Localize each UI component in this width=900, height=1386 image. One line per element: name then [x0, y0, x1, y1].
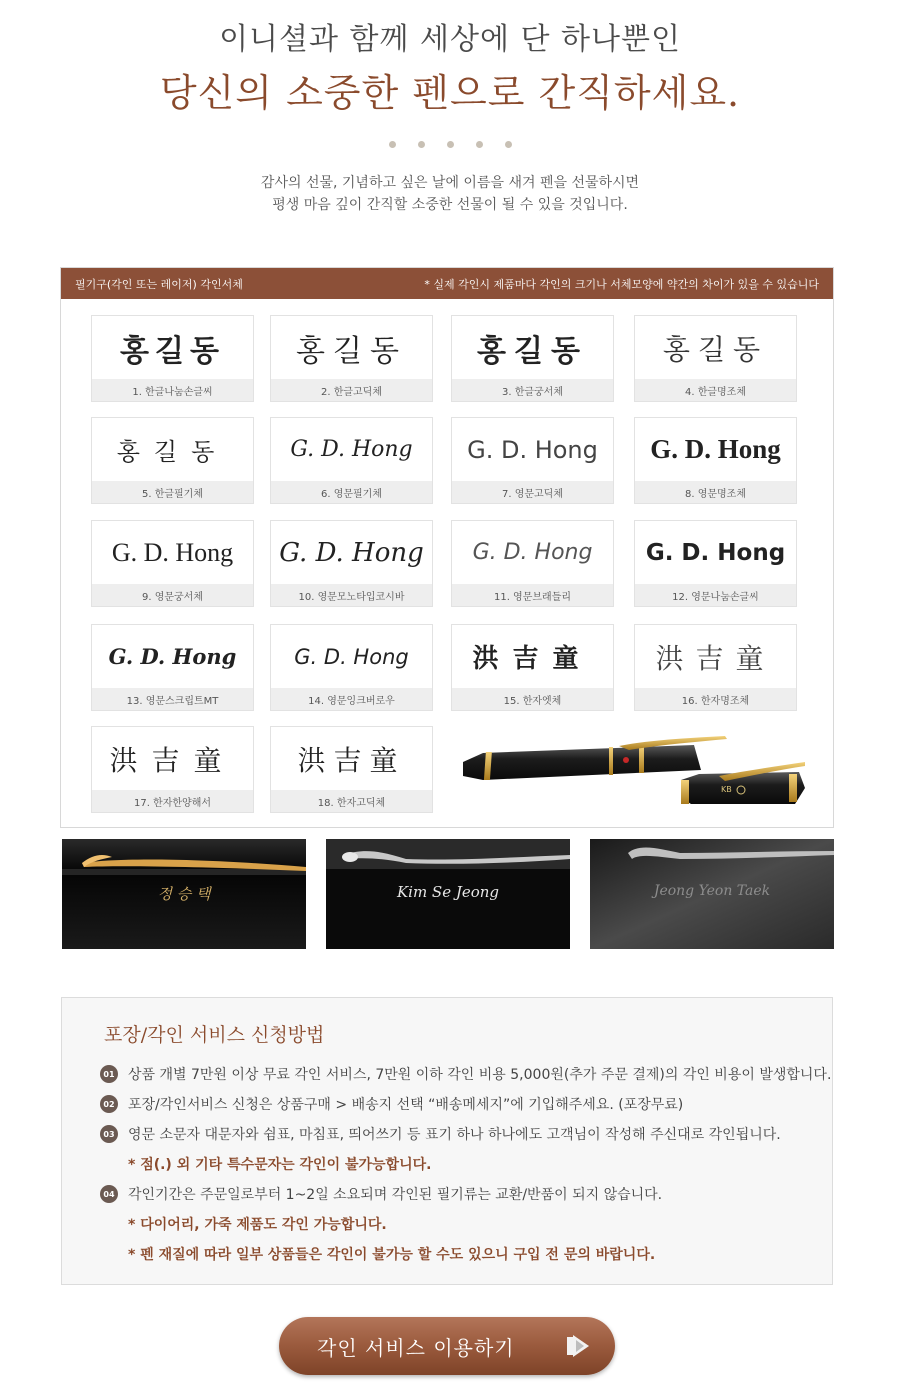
divider-dots [0, 133, 900, 152]
font-card [451, 315, 614, 402]
font-sample: G. D. Hong [111, 537, 234, 567]
intro-line-2: 평생 마음 깊이 간직할 소중한 선물이 될 수 있을 것입니다. [272, 197, 628, 213]
font-sample: G. D. Hong [645, 539, 786, 566]
font-sample: 홍길동 [662, 332, 769, 366]
step-text: 각인기간은 주문일로부터 1~2일 소요되며 각인된 필기류는 교환/반품이 되지 않습니다. [128, 1187, 663, 1203]
font-panel-title: 필기구(각인 또는 레이저) 각인서체 [75, 277, 243, 291]
dot-icon [476, 141, 483, 148]
font-panel-header [61, 268, 833, 299]
step-number-badge: 04 [100, 1185, 118, 1203]
engraving-example-text: Jeong Yeon Taek [653, 883, 771, 899]
font-sample: 홍길동 [477, 333, 588, 369]
font-sample: 홍길동 [116, 438, 229, 466]
intro-line-1: 감사의 선물, 기념하고 싶은 날에 이름을 새겨 펜을 선물하시면 [260, 175, 640, 191]
engraving-example-text: Kim Se Jeong [396, 883, 500, 901]
font-card [91, 726, 254, 813]
engraving-example-text: 정 승 택 [157, 885, 211, 903]
font-label: 12. 영문나눔손글씨 [635, 584, 796, 606]
step-text: 영문 소문자 대문자와 쉼표, 마침표, 띄어쓰기 등 표기 하나 하나에도 고객님이 작성해 주신대로 각인됩니다. [128, 1127, 781, 1143]
font-label: 6. 영문필기체 [271, 481, 432, 503]
service-step [100, 1184, 662, 1204]
service-note: * 점(.) 외 기타 특수문자는 각인이 불가능합니다. [128, 1157, 432, 1173]
font-label: 4. 한글명조체 [635, 379, 796, 401]
font-sample: 홍길동 [120, 333, 225, 369]
font-label: 3. 한글궁서체 [452, 379, 613, 401]
font-label: 10. 영문모노타입코시바 [271, 584, 432, 606]
font-label: 18. 한자고딕체 [271, 790, 432, 812]
font-panel-notice: * 실제 각인시 제품마다 각인의 크기나 서체모양에 약간의 차이가 있을 수 있습니다 [424, 277, 819, 291]
font-label: 9. 영문궁서체 [92, 584, 253, 606]
font-card [91, 315, 254, 402]
service-title: 포장/각인 서비스 신청방법 [104, 1024, 325, 1046]
font-label: 14. 영문잉크버로우 [271, 688, 432, 710]
dot-icon [447, 141, 454, 148]
font-sample: G. D. Hong [294, 644, 409, 669]
step-text: 포장/각인서비스 신청은 상품구매 > 배송지 선택 “배송메세지”에 기입해주세요. (포장무료) [128, 1097, 684, 1113]
hero-subtitle: 이니셜과 함께 세상에 단 하나뿐인 [219, 22, 681, 57]
font-sample: G. D. Hong [279, 537, 424, 568]
font-label: 2. 한글고딕체 [271, 379, 432, 401]
step-text: 상품 개별 7만원 이상 무료 각인 서비스, 7만원 이하 각인 비용 5,000원(추가 주문 결제)의 각인 비용이 발생합니다. [128, 1067, 832, 1083]
engraving-example-photo-2 [326, 839, 570, 949]
font-card [451, 417, 614, 504]
font-card [270, 417, 433, 504]
step-number-badge: 02 [100, 1095, 118, 1113]
engraving-example-photo-3 [590, 839, 834, 949]
font-card [270, 315, 433, 402]
font-sample: 洪吉童 [655, 641, 776, 675]
service-note: * 다이어리, 가죽 제품도 각인 가능합니다. [128, 1217, 387, 1233]
font-sample: 洪吉童 [109, 743, 236, 777]
font-sample: 홍길동 [296, 333, 407, 369]
engraving-service-button[interactable] [279, 1317, 615, 1375]
font-sample: 洪吉童 [472, 644, 593, 674]
dot-icon [505, 141, 512, 148]
font-sample: G. D. Hong [108, 644, 237, 669]
step-number-badge: 03 [100, 1125, 118, 1143]
font-card [91, 624, 254, 711]
pen-cap-mark: KB [721, 785, 732, 794]
service-note: * 펜 재질에 따라 일부 상품들은 각인이 불가능 할 수도 있으니 구입 전 문의 바랍니다. [128, 1247, 656, 1263]
dot-icon [418, 141, 425, 148]
intro-text [0, 172, 900, 216]
font-sample: G. D. Hong [650, 434, 781, 464]
font-card [270, 520, 433, 607]
font-label: 7. 영문고딕체 [452, 481, 613, 503]
service-step [100, 1064, 831, 1084]
font-card [634, 624, 797, 711]
step-number-badge: 01 [100, 1065, 118, 1083]
font-card [634, 520, 797, 607]
font-label: 16. 한자명조체 [635, 688, 796, 710]
font-card [634, 315, 797, 402]
engraving-service-guide [61, 997, 833, 1285]
service-step [100, 1124, 781, 1144]
engraving-service-button-label: 각인 서비스 이용하기 [317, 1335, 515, 1360]
service-step [100, 1094, 683, 1114]
font-label: 13. 영문스크립트MT [92, 688, 253, 710]
arrow-right-icon [567, 1333, 591, 1359]
font-label: 8. 영문명조체 [635, 481, 796, 503]
font-card [270, 624, 433, 711]
font-label: 15. 한자엣체 [452, 688, 613, 710]
font-label: 1. 한글나눔손글씨 [92, 379, 253, 401]
font-card [451, 624, 614, 711]
font-card [91, 417, 254, 504]
font-label: 11. 영문브래들리 [452, 584, 613, 606]
engraving-example-photo-1 [62, 839, 306, 949]
pen-product-image [459, 736, 809, 812]
font-card [451, 520, 614, 607]
font-card [634, 417, 797, 504]
font-card [91, 520, 254, 607]
font-sample: G. D. Hong [467, 435, 598, 464]
font-sample: 洪吉童 [297, 743, 406, 777]
engraving-font-panel [60, 267, 834, 828]
dot-icon [389, 141, 396, 148]
font-sample: G. D. Hong [290, 437, 413, 462]
hero-title: 당신의 소중한 펜으로 간직하세요. [159, 71, 741, 115]
font-label: 17. 한자한양해서 [92, 790, 253, 812]
font-card [270, 726, 433, 813]
font-sample: G. D. Hong [472, 540, 593, 565]
font-label: 5. 한글필기체 [92, 481, 253, 503]
